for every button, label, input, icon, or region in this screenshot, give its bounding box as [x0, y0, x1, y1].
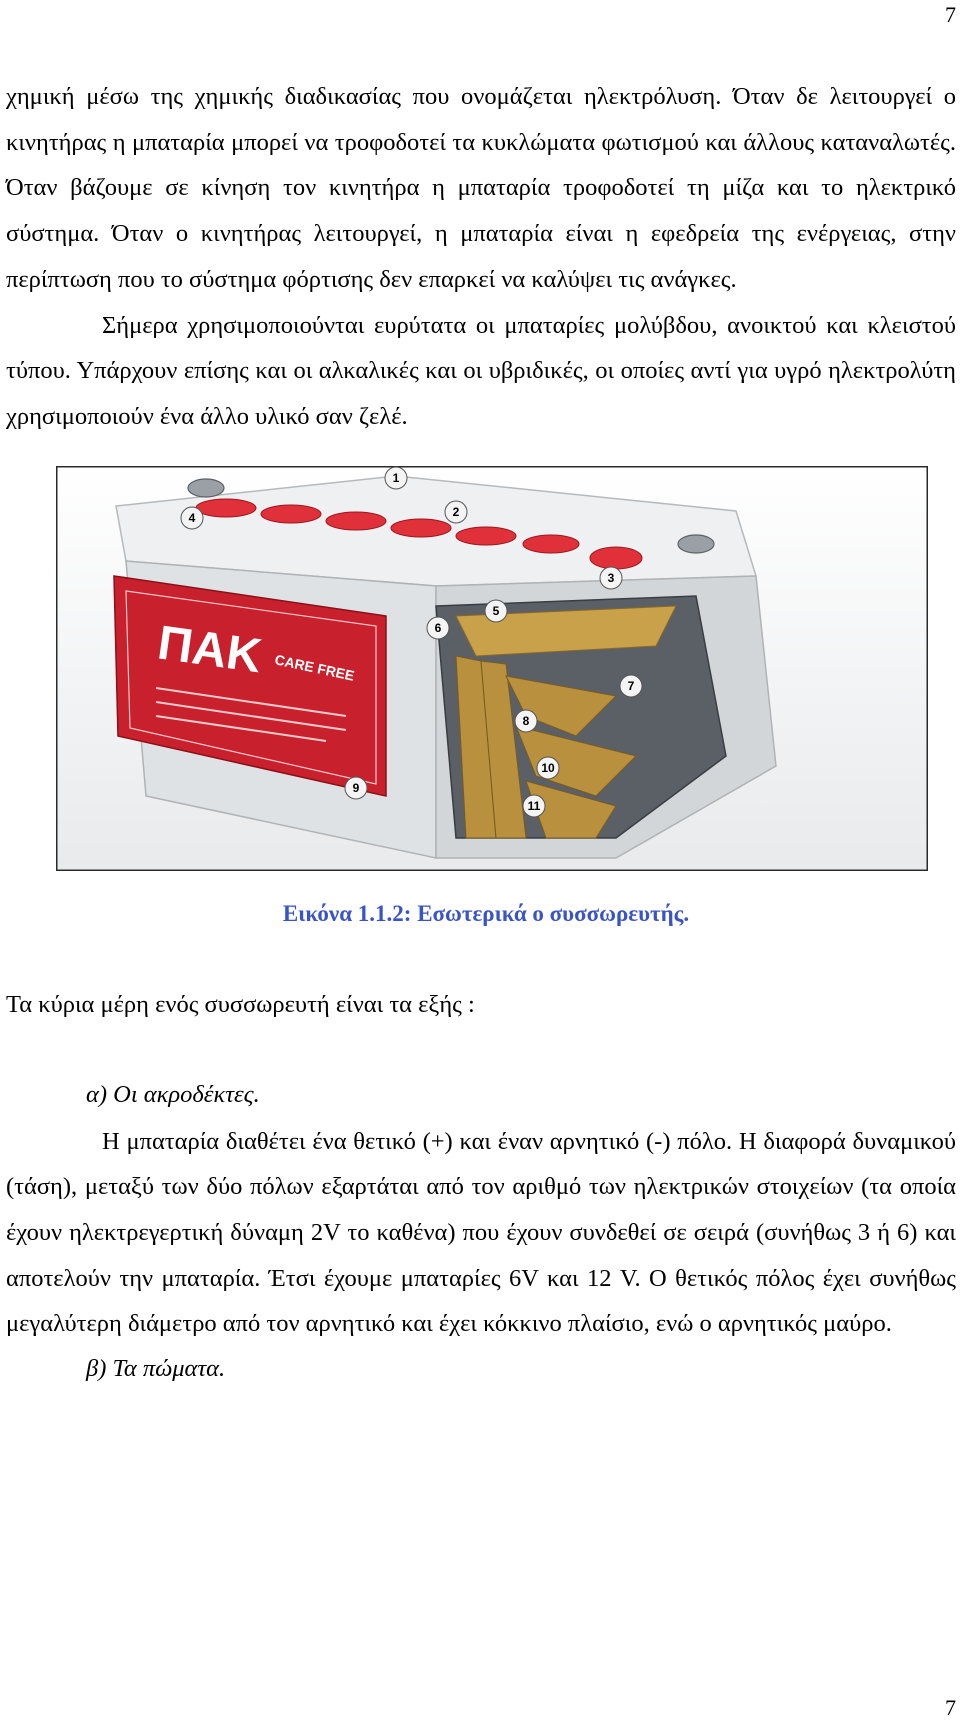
- cap: [261, 505, 321, 523]
- brand-text: ΠΑΚ: [154, 616, 265, 683]
- paragraph-electrolysis: χημική μέσω της χημικής διαδικασίας που ονομάζεται ηλεκτρόλυση. Όταν δε λειτουργεί ο κινητήρας η μπαταρία μπορεί να τροφοδοτεί τα κυκλώματα φωτισμού και άλλους καταναλωτές. Όταν βάζουμε σε κίνηση τον κινητήρα η μπαταρία τροφοδοτεί τη μίζα και το ηλεκτρικό σύστημα. Όταν ο κινητήρας λειτουργεί, η μπαταρία είναι η εφεδρεία της ενέργειας, στην περίπτωση που το σύστημα φόρτισης δεν επαρκεί να καλύψει τις ανάγκες.: [6, 83, 956, 293]
- terminal-right: [678, 535, 714, 553]
- callout-3: [600, 567, 622, 589]
- svg-text:9: 9: [352, 780, 360, 795]
- callout-5: [485, 600, 507, 622]
- callout-9: [345, 777, 367, 799]
- callout-1: [385, 467, 407, 489]
- svg-text:1: 1: [392, 470, 400, 485]
- callout-11: [523, 795, 545, 817]
- battery-illustration: [56, 466, 928, 871]
- cap: [456, 527, 516, 545]
- page-number-top: 7: [945, 2, 956, 27]
- callout-2: [445, 501, 467, 523]
- cap: [196, 499, 256, 517]
- svg-text:10: 10: [541, 760, 555, 775]
- svg-text:5: 5: [492, 603, 500, 618]
- subheading-terminals: α) Οι ακροδέκτες.: [86, 1080, 260, 1108]
- svg-text:3: 3: [607, 570, 615, 585]
- svg-text:8: 8: [522, 713, 530, 728]
- subheading-caps: β) Τα πώματα.: [86, 1355, 226, 1383]
- terminal-left: [188, 479, 224, 497]
- paragraph-battery-types: Σήμερα χρησιμοποιούνται ευρύτατα οι μπαταρίες μολύβδου, ανοικτού και κλειστού τύπου. Υπάρχουν επίσης και οι αλκαλικές και οι υβριδικές, οι οποίες αντί για υγρό ηλεκτρολύτη χρησιμοποιούν ένα άλλο υλικό σαν ζελέ.: [6, 311, 956, 430]
- callout-4: [181, 507, 203, 529]
- callout-7: [620, 675, 642, 697]
- callout-6: [427, 617, 449, 639]
- svg-text:11: 11: [527, 798, 541, 813]
- svg-text:7: 7: [627, 678, 635, 693]
- section-lead: Τα κύρια μέρη ενός συσσωρευτή είναι τα εξής :: [6, 990, 475, 1018]
- svg-text:4: 4: [188, 510, 196, 525]
- figure-caption: Εικόνα 1.1.2: Εσωτερικά ο συσσωρευτής.: [282, 900, 690, 926]
- cap: [523, 535, 579, 553]
- page-number-bottom: 7: [945, 1695, 956, 1720]
- callout-8: [515, 710, 537, 732]
- callout-10: [537, 757, 559, 779]
- battery-cutaway-figure: [56, 466, 928, 871]
- cap: [326, 512, 386, 530]
- svg-text:6: 6: [434, 620, 442, 635]
- cap: [590, 547, 642, 569]
- svg-text:2: 2: [452, 504, 460, 519]
- paragraph-terminals: Η μπαταρία διαθέτει ένα θετικό (+) και έναν αρνητικό (-) πόλο. Η διαφορά δυναμικού (τάση), μεταξύ των δύο πόλων εξαρτάται από τον αριθμό των ηλεκτρικών στοιχείων (τα οποία έχουν ηλεκτρεγερτική δύναμη 2V το καθένα) που έχουν συνδεθεί σε σειρά (συνήθως 3 ή 6) και αποτελούν την μπαταρία. Έτσι έχουμε μπαταρίες 6V και 12 V. Ο θετικός πόλος έχει συνήθως μεγαλύτερη διάμετρο από τον αρνητικό και έχει κόκκινο πλαίσιο, ενώ ο αρνητικός μαύρο.: [6, 1127, 956, 1338]
- brand-subtext: CARE FREE: [273, 650, 356, 684]
- cap: [391, 519, 451, 537]
- page-content: [6, 74, 956, 1383]
